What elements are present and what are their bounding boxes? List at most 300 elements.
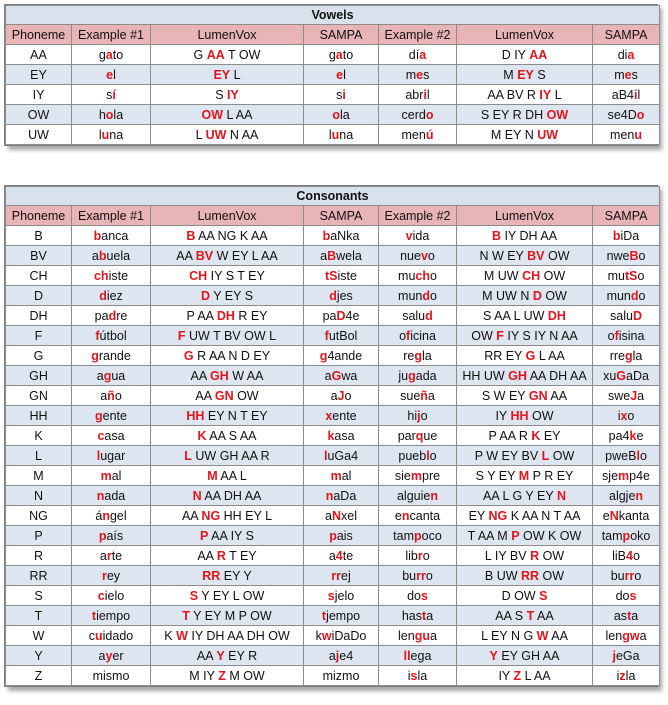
phoneme-cell [6,566,72,586]
example1-cell [72,226,151,246]
highlighted-segment: a [419,47,427,62]
text-segment: S W EY [481,388,529,403]
text-segment: B [34,228,43,243]
text-segment: o [638,288,646,303]
example2-cell [379,506,457,526]
highlighted-segment: CH [189,268,208,283]
text-segment: pa [94,308,109,323]
highlighted-segment: m [410,468,423,483]
text-segment: EY Y [220,568,252,583]
text-segment: e [636,428,644,443]
highlighted-segment: g [91,348,99,363]
lumenvox2-cell [457,226,593,246]
table-row [6,286,660,306]
text-segment: 4ande [327,348,363,363]
highlighted-segment: b [98,248,107,263]
text-segment: UW T BV OW L [185,328,277,343]
text-segment: AA [548,628,568,643]
lumenvox1-cell [151,466,304,486]
highlighted-segment: rr [624,568,635,583]
table-row [6,666,660,686]
text-segment: iste [108,268,129,283]
text-segment: AA [176,248,196,263]
highlighted-segment: g [103,368,112,383]
highlighted-segment: x [325,408,333,423]
text-segment: D OW [501,588,540,603]
text-segment: a [426,608,434,623]
text-segment: T OW [224,47,261,62]
highlighted-segment: d [99,288,107,303]
lumenvox1-cell [151,666,304,686]
highlighted-segment: t [422,608,427,623]
text-segment: S [533,67,546,82]
lumenvox2-cell [457,65,593,85]
highlighted-segment: o [332,107,340,122]
text-segment: l [426,87,430,102]
sampa2-cell [593,646,660,666]
highlighted-segment: B [327,248,337,263]
text-segment: p4e [629,468,651,483]
column-header-phoneme: Phoneme [6,25,72,45]
lumenvox1-cell [151,486,304,506]
text-segment: a [430,628,437,643]
consonants-title: Consonants [6,187,660,206]
sampa1-cell [304,586,379,606]
highlighted-segment: w [321,628,332,643]
text-segment: L IY BV [484,548,531,563]
highlighted-segment: e [106,67,114,82]
text-segment: a [637,388,645,403]
example1-cell [72,586,151,606]
highlighted-segment: BV [527,248,545,263]
text-segment: g [328,47,336,62]
highlighted-segment: l [96,448,101,463]
highlighted-segment: T [526,608,535,623]
highlighted-segment: Y [489,648,498,663]
text-segment: aB4 [611,87,635,102]
highlighted-segment: a [105,47,113,62]
text-segment: N W EY [479,248,528,263]
column-header-phoneme: Phoneme [6,206,72,226]
text-segment: pa4 [608,428,630,443]
phoneme-cell [6,125,72,145]
highlighted-segment: c [97,588,105,603]
text-segment: k [315,628,322,643]
text-segment: men [401,127,426,142]
text-segment: la [632,348,643,363]
table-row [6,45,660,65]
highlighted-segment: j [417,408,421,423]
table-row [6,105,660,125]
highlighted-segment: k [629,428,637,443]
highlighted-segment: Y [216,648,225,663]
text-segment: abr [405,87,424,102]
highlighted-segment: v [405,228,413,243]
lumenvox1-cell [151,446,304,466]
example1-cell [72,346,151,366]
text-segment: R AA N D EY [193,348,271,363]
text-segment: M OW [225,668,265,683]
example2-cell [379,105,457,125]
highlighted-segment: n [430,488,438,503]
highlighted-segment: b [322,228,331,243]
highlighted-segment: o [636,107,645,122]
text-segment: EY GH AA [497,648,560,663]
lumenvox2-cell [457,506,593,526]
text-segment: P AA [186,308,217,323]
highlighted-segment: k [327,428,335,443]
sampa1-cell [304,466,379,486]
text-segment: iempo [96,608,131,623]
text-segment: uela [106,248,131,263]
highlighted-segment: t [627,608,632,623]
text-segment: la [339,107,350,122]
text-segment: M [503,67,518,82]
highlighted-segment: IY [227,87,239,102]
text-segment: utBol [328,328,358,343]
highlighted-segment: r [417,548,423,563]
sampa2-cell [593,65,660,85]
table-row [6,246,660,266]
text-segment: s [106,87,113,102]
sampa1-cell [304,646,379,666]
sampa2-cell [593,85,660,105]
example2-cell [379,526,457,546]
text-segment: oco [421,528,442,543]
lumenvox1-cell [151,606,304,626]
example1-cell [72,606,151,626]
lumenvox1-cell [151,85,304,105]
vowels-table-panel [4,4,658,146]
text-segment: a [96,368,104,383]
text-segment: l [113,67,116,82]
highlighted-segment: t [91,608,97,623]
text-segment: nue [400,248,421,263]
sampa2-cell [593,566,660,586]
highlighted-segment: K [197,428,207,443]
highlighted-segment: s [420,588,428,603]
phoneme-cell [6,626,72,646]
sampa1-cell [304,105,379,125]
highlighted-segment: M [207,468,218,483]
lumenvox1-cell [151,386,304,406]
highlighted-segment: j [335,648,340,663]
vowels-header-row [6,25,660,45]
text-segment: L [195,127,206,142]
text-segment: m [405,67,417,82]
text-segment: o [638,248,646,263]
text-segment: BV [30,248,47,263]
example1-cell [72,366,151,386]
text-segment: na [109,127,124,142]
text-segment: M EY N [490,127,538,142]
highlighted-segment: gu [414,628,430,643]
text-segment: S AA L UW [483,308,548,323]
text-segment: S [215,87,227,102]
highlighted-segment: z [619,668,626,683]
consonants-title-row [6,187,660,206]
lumenvox2-cell [457,326,593,346]
text-segment: a [100,388,108,403]
text-segment: S Y EY [475,468,519,483]
lumenvox2-cell [457,85,593,105]
text-segment: AA L G Y EY [483,488,557,503]
highlighted-segment: Z [218,668,226,683]
text-segment: o [422,548,430,563]
text-segment: AA [190,368,210,383]
text-segment: RR [29,568,48,583]
text-segment: kanta [618,508,650,523]
column-header-lumenvox2: LumenVox [457,206,593,226]
text-segment: AA [197,548,217,563]
text-segment: ida [412,228,430,243]
column-header-example1: Example #1 [72,25,151,45]
sampa1-cell [304,326,379,346]
text-segment: ada [104,488,126,503]
text-segment: IY DH AA [500,228,558,243]
text-segment: re [403,348,415,363]
lumenvox1-cell [151,426,304,446]
text-segment: pa [322,308,337,323]
text-segment: o [607,328,615,343]
highlighted-segment: HH [510,408,529,423]
table-row [6,586,660,606]
text-segment: as [613,608,628,623]
text-segment: tam [601,528,623,543]
text-segment: IY S T EY [207,268,265,283]
text-segment: a [320,248,328,263]
sampa1-cell [304,526,379,546]
highlighted-segment: GH [209,368,229,383]
text-segment: AA IY S [208,528,254,543]
text-segment: alguie [396,488,431,503]
highlighted-segment: d [422,288,430,303]
example1-cell [72,286,151,306]
highlighted-segment: HH [186,408,205,423]
text-segment: idado [102,628,134,643]
text-segment: dí [408,47,420,62]
lumenvox2-cell [457,386,593,406]
table-row [6,526,660,546]
phoneme-cell [6,306,72,326]
sampa2-cell [593,426,660,446]
highlighted-segment: v [420,248,428,263]
example2-cell [379,406,457,426]
text-segment: EY N T EY [204,408,268,423]
text-segment: o [399,328,407,343]
text-segment: aís [106,528,124,543]
highlighted-segment: N [331,508,341,523]
table-row [6,306,660,326]
sampa1-cell [304,226,379,246]
text-segment: AA S [495,608,527,623]
highlighted-segment: f [614,328,619,343]
text-segment: xel [341,508,357,523]
text-segment: HH EY L [220,508,273,523]
text-segment: te [111,548,123,563]
text-segment: o [430,288,437,303]
text-segment: i [407,668,411,683]
lumenvox1-cell [151,45,304,65]
highlighted-segment: L [184,448,192,463]
highlighted-segment: N [609,508,619,523]
text-segment: K AA N T AA [507,508,581,523]
highlighted-segment: P [200,528,209,543]
text-segment: lib [405,548,418,563]
text-segment: AA [547,388,568,403]
highlighted-segment: m [100,468,112,483]
example2-cell [379,586,457,606]
text-segment: s [423,67,430,82]
text-segment: UW [28,127,49,142]
lumenvox2-cell [457,586,593,606]
text-segment: o [634,568,642,583]
example1-cell [72,45,151,65]
text-segment: mizmo [322,668,360,683]
text-segment: Z [34,668,43,683]
text-segment: l [343,67,346,82]
lumenvox2-cell [457,105,593,125]
sampa1-cell [304,406,379,426]
text-segment: OW [549,448,575,463]
example1-cell [72,386,151,406]
text-segment: sue [400,388,421,403]
example2-cell [379,626,457,646]
text-segment: EY [30,67,47,82]
example1-cell [72,506,151,526]
sampa1-cell [304,386,379,406]
phoneme-cell [6,286,72,306]
vowels-title: Vowels [6,6,660,25]
highlighted-segment: D [632,308,643,323]
text-segment: tam [393,528,415,543]
highlighted-segment: i [342,87,346,102]
sampa2-cell [593,45,660,65]
text-segment: D [33,288,44,303]
text-segment: di [617,47,628,62]
text-segment: útbol [99,328,127,343]
example1-cell [72,486,151,506]
sampa2-cell [593,606,660,626]
text-segment: aDa [333,488,357,503]
text-segment: o [639,448,647,463]
text-segment: a [330,388,338,403]
sampa2-cell [593,386,660,406]
highlighted-segment: ú [425,127,434,142]
text-segment: bu [610,568,625,583]
highlighted-segment: EY [517,67,534,82]
highlighted-segment: UW [205,127,227,142]
lumenvox2-cell [457,45,593,65]
example1-cell [72,406,151,426]
column-header-lumenvox2: LumenVox [457,25,593,45]
sampa2-cell [593,266,660,286]
text-segment: len [398,628,415,643]
text-segment: canta [409,508,441,523]
column-header-sampa2: SAMPA [593,206,660,226]
text-segment: CH [29,268,48,283]
example2-cell [379,246,457,266]
highlighted-segment: D [336,308,346,323]
text-segment: AA [30,47,47,62]
table-row [6,446,660,466]
example2-cell [379,346,457,366]
highlighted-segment: EY [213,67,231,82]
lumenvox2-cell [457,466,593,486]
text-segment: o [425,568,433,583]
highlighted-segment: N [192,488,202,503]
highlighted-segment: DH [547,308,566,323]
highlighted-segment: OW [546,107,569,122]
example2-cell [379,646,457,666]
table-row [6,326,660,346]
text-segment: iDa [620,228,640,243]
highlighted-segment: B [186,228,196,243]
highlighted-segment: UW [537,127,559,142]
example1-cell [72,466,151,486]
text-segment: la [417,668,428,683]
text-segment: oko [630,528,651,543]
text-segment: to [342,47,354,62]
example2-cell [379,266,457,286]
highlighted-segment: n [401,508,410,523]
highlighted-segment: d [630,288,639,303]
highlighted-segment: W [176,628,188,643]
text-segment: rande [98,348,131,363]
text-segment: Y EY M P OW [189,608,272,623]
highlighted-segment: S [189,588,199,603]
highlighted-segment: 4 [335,548,343,563]
sampa1-cell [304,546,379,566]
text-segment: s [336,87,343,102]
text-segment: g [98,47,106,62]
phoneme-cell [6,246,72,266]
sampa2-cell [593,226,660,246]
phoneme-cell [6,346,72,366]
phoneme-cell [6,85,72,105]
table-row [6,366,660,386]
text-segment: UW GH AA R [191,448,270,463]
text-segment: M UW [483,268,523,283]
text-segment: par [397,428,416,443]
example2-cell [379,386,457,406]
text-segment: pueb [398,448,427,463]
highlighted-segment: o [425,107,434,122]
text-segment: L AA [535,348,565,363]
text-segment: EY [540,428,561,443]
sampa1-cell [304,266,379,286]
highlighted-segment: n [635,488,644,503]
text-segment: K [34,428,43,443]
phoneme-cell [6,226,72,246]
highlighted-segment: F [496,328,504,343]
highlighted-segment: rr [331,568,341,583]
text-segment: IY S IY N AA [503,328,578,343]
highlighted-segment: s [410,668,418,683]
text-segment: mun [398,288,423,303]
text-segment: uGa4 [327,448,359,463]
example1-cell [72,426,151,446]
text-segment: men [610,127,635,142]
example2-cell [379,226,457,246]
text-segment: a [324,368,332,383]
sampa2-cell [593,506,660,526]
highlighted-segment: p [414,528,422,543]
sampa1-cell [304,566,379,586]
highlighted-segment: N [556,488,566,503]
highlighted-segment: RR [521,568,540,583]
text-segment: B UW [484,568,522,583]
